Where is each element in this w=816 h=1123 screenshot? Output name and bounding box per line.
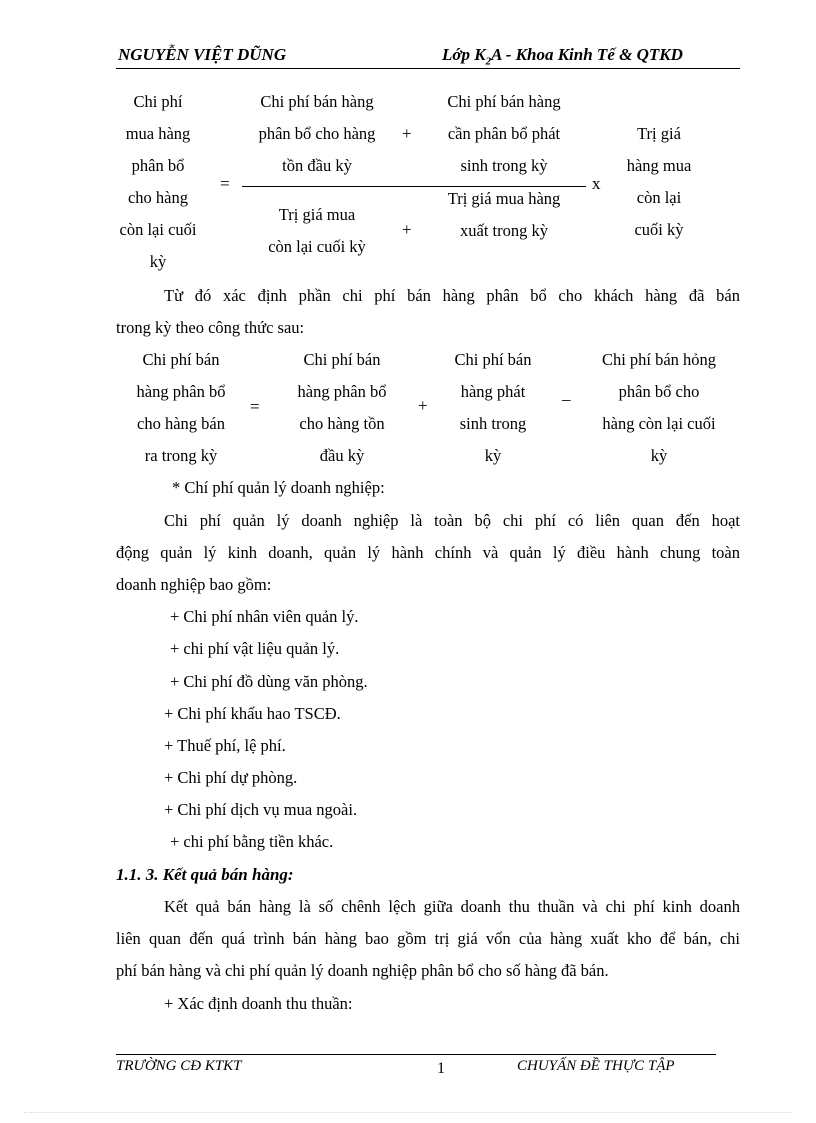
- header-right-pre: Lớp K: [442, 45, 486, 64]
- formula2-minus: _: [562, 384, 571, 403]
- formula2-col1-line: hàng phân bổ: [136, 382, 226, 401]
- para3-line3: phí bán hàng và chi phí quản lý doanh nghiệp phân bổ cho số hàng đã bán.: [116, 961, 609, 980]
- list-item: + Chi phí đồ dùng văn phòng.: [170, 672, 368, 691]
- para2-line2: động quản lý kinh doanh, quản lý hành chính và quản lý điều hành chung toàn: [116, 543, 740, 562]
- formula2-col1: [116, 344, 246, 472]
- formula2-col3-line: hàng phát: [460, 382, 526, 401]
- formula2-equals: =: [250, 397, 260, 416]
- header-right-post: A - Khoa Kinh Tế & QTKD: [491, 45, 683, 64]
- list-item: + Chi phí dịch vụ mua ngoài.: [164, 800, 358, 819]
- formula1-den-b: [428, 183, 580, 247]
- formula2-col1-line: ra trong kỳ: [144, 446, 218, 465]
- formula2-col4-line: kỳ: [650, 446, 668, 465]
- formula1-times: x: [592, 174, 601, 193]
- footer-rule: [116, 1054, 716, 1055]
- formula1-num-b: [428, 86, 580, 182]
- formula2-col3-line: sinh trong: [459, 414, 527, 433]
- list-item: + Chi phí nhân viên quản lý.: [170, 607, 359, 626]
- formula1-den-b-line: xuất trong kỳ: [460, 221, 548, 240]
- formula2-plus: +: [418, 396, 428, 415]
- formula1-lhs-line: còn lại cuối: [119, 220, 197, 239]
- formula2-col4-line: Chi phí bán hỏng: [601, 350, 717, 369]
- formula1-den-plus: +: [402, 220, 412, 239]
- footer-right: CHUYẤN ĐỀ THỰC TẬP: [517, 1058, 675, 1074]
- section-heading: 1.1. 3. Kết quả bán hàng:: [116, 865, 294, 884]
- list-item: + Chi phí dự phòng.: [164, 768, 298, 787]
- formula1-equals: =: [220, 174, 230, 193]
- formula2-col2-line: đầu kỳ: [319, 446, 365, 465]
- header-left: NGUYỄN VIỆT DŨNG: [118, 45, 287, 64]
- formula1-num-a-line: phân bổ cho hàng: [258, 124, 376, 143]
- formula2-col3-line: kỳ: [484, 446, 502, 465]
- para2-line3: doanh nghiệp bao gồm:: [116, 575, 272, 594]
- list-item: + Thuế phí, lệ phí.: [164, 736, 286, 755]
- formula1-num-a-line: Chi phí bán hàng: [260, 92, 374, 111]
- formula1-den-a-line: Trị giá mua: [278, 205, 356, 224]
- formula1-num-b-line: sinh trong kỳ: [460, 156, 548, 175]
- para1-line1: Từ đó xác định phần chi phí bán hàng phân bổ cho khách hàng đã bán: [164, 286, 740, 305]
- section-qldn-title: * Chí phí quản lý doanh nghiệp:: [172, 478, 385, 497]
- list-item: + chi phí vật liệu quản lý.: [170, 639, 340, 658]
- formula1-lhs: [108, 86, 208, 278]
- list-item-last: + Xác định doanh thu thuần:: [164, 994, 353, 1013]
- formula2-col1-line: Chi phí bán: [142, 350, 220, 369]
- formula1-num-b-line: Chi phí bán hàng: [447, 92, 561, 111]
- formula2-col4-line: phân bổ cho: [618, 382, 700, 401]
- header-rule: [116, 68, 740, 69]
- formula1-num-a: [242, 86, 392, 182]
- header-right: [442, 45, 683, 67]
- page-edge-dotted: [24, 1112, 792, 1113]
- formula1-lhs-line: kỳ: [149, 252, 167, 271]
- para3-line1: Kết quả bán hàng là số chênh lệch giữa doanh thu thuần và chi phí kinh doanh: [164, 897, 740, 916]
- formula1-rhs-line: cuối kỳ: [634, 220, 684, 239]
- formula1-rhs-line: Trị giá: [637, 124, 681, 143]
- formula2-col2-line: Chi phí bán: [303, 350, 381, 369]
- formula2-col1-line: cho hàng bán: [137, 414, 225, 433]
- list-item: + chi phí bằng tiền khác.: [170, 832, 334, 851]
- formula1-rhs-line: còn lại: [636, 188, 682, 207]
- formula1-lhs-line: cho hàng: [127, 188, 189, 207]
- para1-line2: trong kỳ theo công thức sau:: [116, 318, 305, 337]
- list-item: + Chi phí khấu hao TSCĐ.: [164, 704, 341, 723]
- formula1-lhs-line: mua hàng: [125, 124, 191, 143]
- formula2-col2-line: hàng phân bổ: [297, 382, 387, 401]
- header-right-sub: 2: [485, 55, 492, 68]
- formula2-col2: [276, 344, 408, 472]
- para3-line2: liên quan đến quá trình bán hàng bao gồm trị giá vốn của hàng xuất kho để bán, chi: [116, 929, 740, 948]
- formula2-col3-line: Chi phí bán: [454, 350, 532, 369]
- footer-left: TRƯỜNG CĐ KTKT: [116, 1058, 242, 1074]
- formula1-lhs-line: Chi phí: [133, 92, 183, 111]
- para2-line1: Chi phí quản lý doanh nghiệp là toàn bộ chi phí có liên quan đến hoạt: [164, 511, 740, 530]
- formula1-den-a-line: còn lại cuối kỳ: [268, 237, 366, 256]
- formula2-col3: [438, 344, 548, 472]
- formula1-den-a: [242, 199, 392, 263]
- formula1-rhs-line: hàng mua: [626, 156, 692, 175]
- formula1-rhs: [604, 118, 714, 246]
- formula1-num-plus: +: [402, 124, 412, 143]
- formula1-lhs-line: phân bổ: [131, 156, 185, 175]
- page-number: 1: [437, 1060, 445, 1077]
- formula2-col4-line: hàng còn lại cuối: [602, 414, 716, 433]
- formula2-col2-line: cho hàng tồn: [299, 414, 385, 433]
- formula1-den-b-line: Trị giá mua hàng: [447, 189, 561, 208]
- formula1-num-a-line: tồn đầu kỳ: [282, 156, 352, 175]
- formula2-col4: [584, 344, 734, 472]
- formula1-num-b-line: cần phân bổ phát: [447, 124, 561, 143]
